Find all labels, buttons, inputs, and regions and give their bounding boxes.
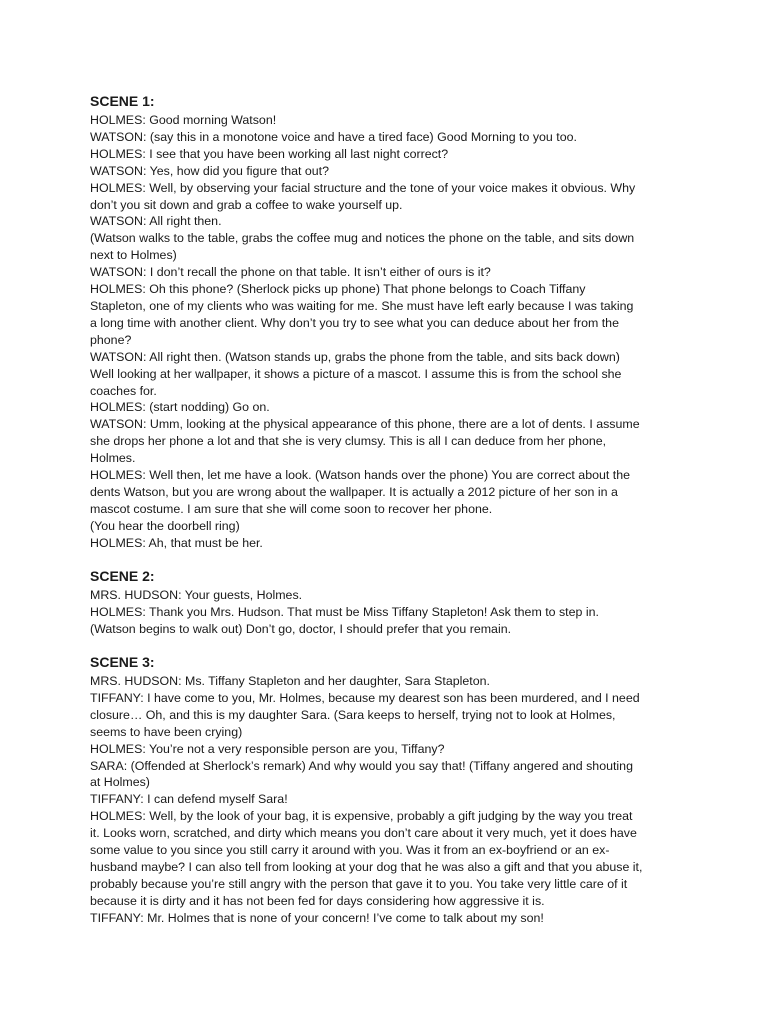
scene-heading: SCENE 3: — [90, 654, 155, 670]
script-line: MRS. HUDSON: Your guests, Holmes. — [90, 588, 303, 602]
scene-lines — [90, 673, 690, 927]
script-line: don’t you sit down and grab a coffee to wake yourself up. — [90, 197, 403, 212]
script-line: TIFFANY: I can defend myself Sara! — [90, 792, 288, 807]
script-line: (You hear the doorbell ring) — [90, 518, 240, 533]
scene-2 — [90, 568, 690, 638]
script-line: TIFFANY: Mr. Holmes that is none of your concern! I’ve come to talk about my son! — [90, 910, 544, 925]
script-line: Well looking at her wallpaper, it shows a picture of a mascot. I assume this is from the school she — [90, 366, 622, 381]
script-line: probably because you’re still angry with the person that gave it to you. You take very little care of it — [90, 876, 628, 891]
script-line: HOLMES: Well then, let me have a look. (Watson hands over the phone) You are correct about the — [90, 468, 630, 483]
script-line: closure… Oh, and this is my daughter Sara. (Sara keeps to herself, trying not to look at Holmes, — [90, 707, 616, 722]
script-line: HOLMES: Ah, that must be her. — [90, 535, 263, 550]
script-line: TIFFANY: I have come to you, Mr. Holmes, because my dearest son has been murdered, and I need — [90, 690, 640, 705]
script-line: it. Looks worn, scratched, and dirty which means you don’t care about it very much, yet it does have — [90, 826, 637, 841]
script-line: HOLMES: Well, by observing your facial structure and the tone of your voice makes it obvious. Why — [90, 180, 636, 195]
script-line: Holmes. — [90, 451, 136, 466]
script-line: WATSON: All right then. (Watson stands up, grabs the phone from the table, and sits back down) — [90, 349, 620, 364]
script-line: next to Holmes) — [90, 248, 177, 263]
scene-lines — [90, 112, 690, 552]
script-line: (Watson begins to walk out) Don’t go, doctor, I should prefer that you remain. — [90, 621, 512, 636]
script-line: HOLMES: I see that you have been working all last night correct? — [90, 146, 449, 161]
script-line: a long time with another client. Why don’t you try to see what you can deduce about her from the — [90, 315, 619, 330]
script-line: WATSON: I don’t recall the phone on that table. It isn’t either of ours is it? — [90, 265, 491, 280]
script-line: mascot costume. I am sure that she will come soon to recover her phone. — [90, 501, 493, 516]
script-line: HOLMES: Well, by the look of your bag, it is expensive, probably a gift judging by the way you treat — [90, 809, 633, 824]
script-line: (Watson walks to the table, grabs the coffee mug and notices the phone on the table, and sits down — [90, 231, 635, 246]
script-line: HOLMES: Good morning Watson! — [90, 113, 277, 127]
script-line: MRS. HUDSON: Ms. Tiffany Stapleton and her daughter, Sara Stapleton. — [90, 674, 490, 688]
script-line: WATSON: (say this in a monotone voice and have a tired face) Good Morning to you too. — [90, 129, 577, 144]
scene-3 — [90, 654, 690, 927]
script-line: at Holmes) — [90, 775, 150, 790]
script-line: because it is dirty and it has not been fed for days considering how aggressive it is. — [90, 893, 545, 908]
scene-heading: SCENE 1: — [90, 93, 155, 109]
script-line: seems to have been crying) — [90, 724, 243, 739]
scene-lines — [90, 587, 690, 638]
script-line: HOLMES: Thank you Mrs. Hudson. That must be Miss Tiffany Stapleton! Ask them to step in. — [90, 604, 599, 619]
script-line: WATSON: Yes, how did you figure that out? — [90, 163, 329, 178]
script-line: WATSON: Umm, looking at the physical appearance of this phone, there are a lot of dents. I assume — [90, 417, 640, 432]
script-line: HOLMES: (start nodding) Go on. — [90, 400, 270, 415]
script-line: WATSON: All right then. — [90, 214, 222, 229]
script-line: phone? — [90, 332, 132, 347]
scene-heading: SCENE 2: — [90, 568, 155, 584]
script-line: SARA: (Offended at Sherlock’s remark) And why would you say that! (Tiffany angered and shouting — [90, 758, 633, 773]
script-line: she drops her phone a lot and that she is very clumsy. This is all I can deduce from her phone, — [90, 434, 607, 449]
script-line: dents Watson, but you are wrong about the wallpaper. It is actually a 2012 picture of her son in a — [90, 484, 618, 499]
script-line: Stapleton, one of my clients who was waiting for me. She must have left early because I was taking — [90, 298, 634, 313]
script-line: HOLMES: You’re not a very responsible person are you, Tiffany? — [90, 741, 445, 756]
scene-1 — [90, 93, 690, 552]
script-line: some value to you since you still carry it around with you. Was it from an ex-boyfriend or an ex- — [90, 843, 610, 858]
script-line: husband maybe? I can also tell from looking at your dog that he was also a gift and that you abuse it, — [90, 859, 643, 874]
script-line: coaches for. — [90, 383, 157, 398]
script-line: HOLMES: Oh this phone? (Sherlock picks up phone) That phone belongs to Coach Tiffany — [90, 282, 586, 297]
